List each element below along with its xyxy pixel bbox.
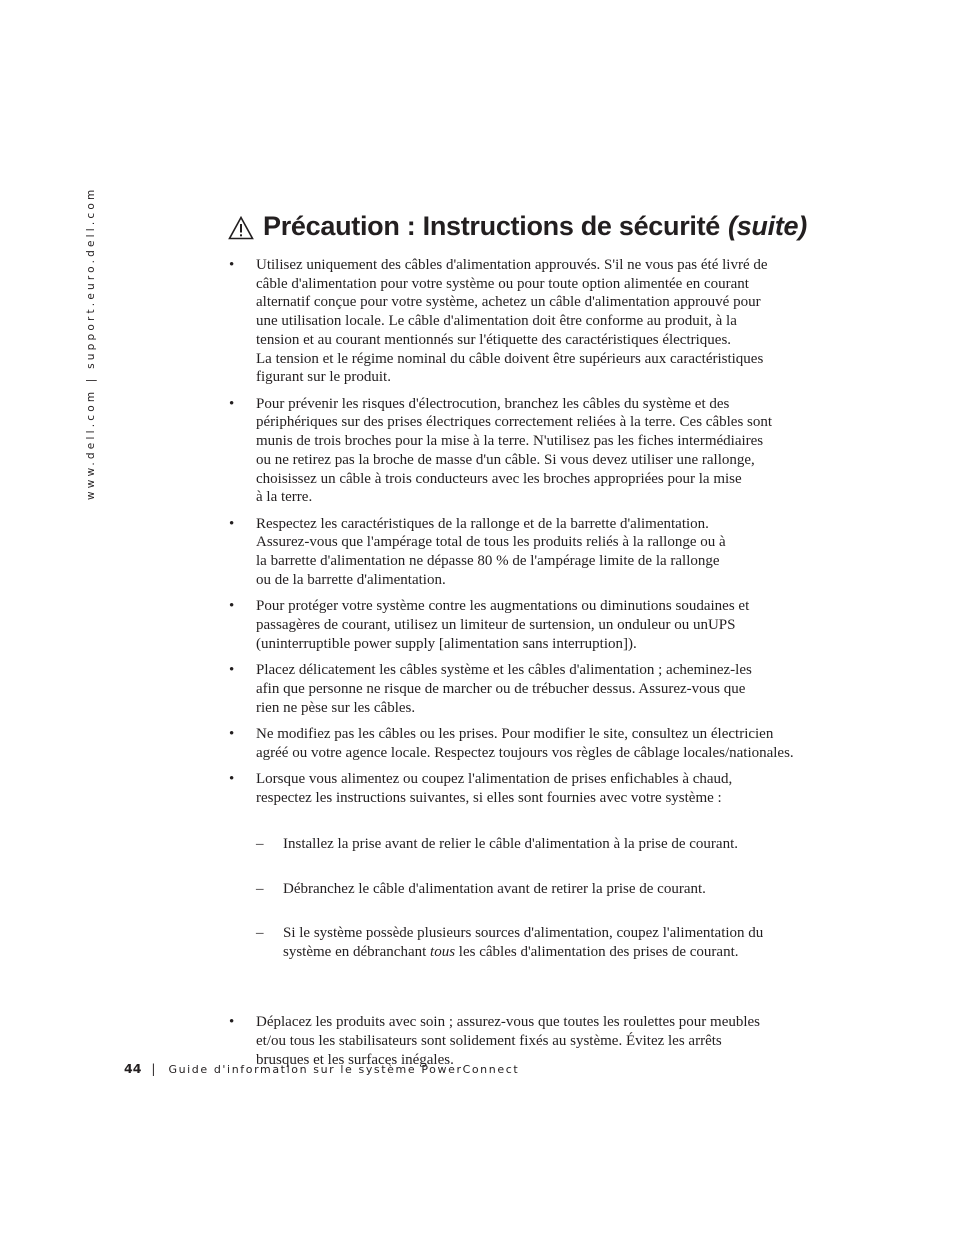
bullet-mark: •: [229, 1014, 235, 1031]
list-item-text: Utilisez uniquement des câbles d'alimentation approuvés. S'il ne vous pas été livré de câble d'alimentation pour votre système ou pour toute option alimentée en courant alternatif conçue pour votre système, achetez un câble d'alimentation approuvé pour une utilisation locale. Le câble d'alimentation doit être conforme au produit, à la tension et au courant mentionnés sur l'étiquette des caractéristiques électriques. La tension et le régime nominal du câble doivent être supérieurs aux caractéristiques figurant sur le produit.: [256, 257, 768, 386]
side-url[interactable]: www.dell.com | support.euro.dell.com: [85, 186, 97, 500]
list-item-text: Respectez les caractéristiques de la rallonge et de la barrette d'alimentation. Assurez-vous que l'ampérage total de tous les produits reliés à la rallonge ou à la barrette d'alimentation ne dépasse 80 % de l'ampérage limite de la rallonge ou de la barrette d'alimentation.: [256, 515, 726, 588]
heading-title: Précaution : Instructions de sécurité: [263, 211, 721, 241]
dash-mark: –: [256, 924, 264, 941]
sub-list-item-text-end: les câbles d'alimentation des prises de courant.: [455, 943, 739, 960]
sub-list-item-text: Installez la prise avant de relier le câble d'alimentation à la prise de courant.: [283, 836, 738, 853]
list-item-text: Lorsque vous alimentez ou coupez l'alimentation de prises enfichables à chaud, respectez les instructions suivantes, si elles sont fournies avec votre système :: [256, 771, 733, 807]
sub-list-item: [256, 880, 828, 899]
list-item: [228, 661, 828, 717]
bullet-mark: •: [229, 771, 235, 788]
heading-suffix: (suite): [728, 211, 807, 241]
sub-list-item: [256, 924, 828, 961]
list-item: [228, 597, 828, 653]
sub-list-item-text-start: Si le système possède plusieurs sources d'alimentation, coupez l'alimentation du système en débranchant: [283, 924, 764, 960]
bullet-mark: •: [229, 662, 235, 679]
bullet-list: [228, 256, 828, 1069]
warning-triangle-icon: [228, 216, 254, 240]
sub-list: [256, 817, 828, 987]
list-item: [228, 770, 828, 1005]
list-item-text: Déplacez les produits avec soin ; assurez-vous que toutes les roulettes pour meubles et/ou tous les stabilisateurs sont solidement fixés au système. Évitez les arrêts brusques et les surfaces inégales.: [256, 1014, 761, 1068]
dash-mark: –: [256, 836, 264, 853]
emphasis-text: tous: [430, 943, 456, 960]
dash-mark: –: [256, 880, 264, 897]
page-number: 44: [124, 1061, 142, 1076]
list-item: [228, 725, 828, 762]
bullet-mark: •: [229, 395, 235, 412]
list-item-text: Pour prévenir les risques d'électrocution, branchez les câbles du système et des périphériques sur des prises électriques correctement reliées à la terre. Ces câbles sont munis de trois broches pour la mise à la terre. N'utilisez pas les fiches intermédiaires ou ne retirez pas la broche de masse d'un câble. Si vous devez utiliser une rallonge, choisissez un câble à trois conducteurs avec les broches appropriées pour la mise à la terre.: [256, 395, 773, 506]
bullet-mark: •: [229, 726, 235, 743]
guide-title: Guide d'information sur le système PowerConnect: [168, 1063, 520, 1076]
list-item-text: Ne modifiez pas les câbles ou les prises. Pour modifier le site, consultez un électricien agréé ou votre agence locale. Respectez toujours vos règles de câblage locales/nationales.: [256, 726, 794, 761]
bullet-mark: •: [229, 515, 235, 532]
footer-separator: |: [151, 1062, 156, 1076]
section-heading: [228, 211, 807, 242]
list-item: [228, 395, 828, 507]
page-footer: [124, 1061, 519, 1076]
list-item-text: Pour protéger votre système contre les augmentations ou diminutions soudaines et passagères de courant, utilisez un limiteur de surtension, un onduleur ou unUPS (uninterruptible power supply [alimentation sans interruption]).: [256, 598, 750, 652]
safety-instructions: [228, 256, 828, 1077]
list-item: [228, 515, 828, 590]
bullet-mark: •: [229, 598, 235, 615]
sub-list-item-text: Débranchez le câble d'alimentation avant de retirer la prise de courant.: [283, 880, 706, 897]
sub-list-item: [256, 835, 828, 854]
list-item-text: Placez délicatement les câbles système et les câbles d'alimentation ; acheminez-les afin que personne ne risque de marcher ou de trébucher dessus. Assurez-vous que rien ne pèse sur les câbles.: [256, 662, 752, 716]
bullet-mark: •: [229, 257, 235, 273]
list-item: [228, 256, 828, 387]
